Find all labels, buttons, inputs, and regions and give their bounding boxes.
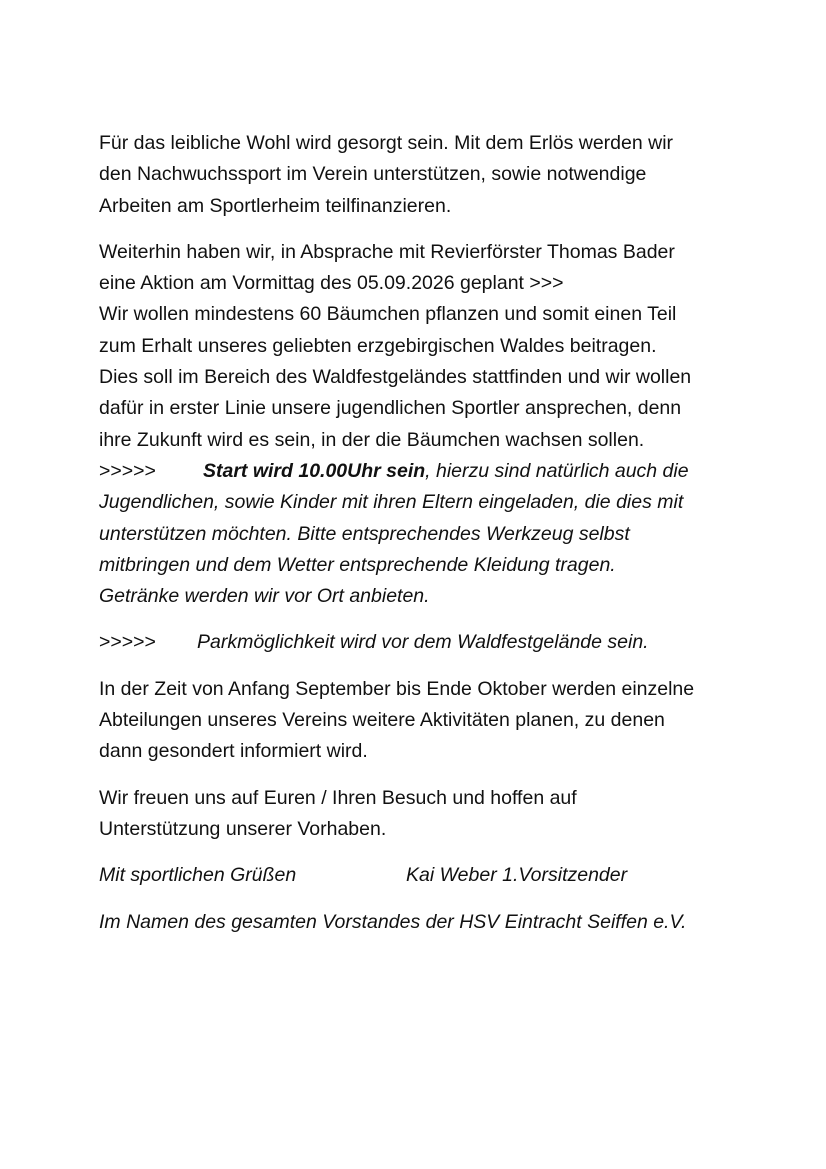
parking-marker: >>>>> — [99, 631, 156, 654]
text-line: eine Aktion am Vormittag des 05.09.2026 geplant >>> — [99, 272, 564, 295]
start-time-line — [99, 456, 759, 487]
text-line: dann gesondert informiert wird. — [99, 740, 368, 763]
text-line: unterstützen möchten. Bitte entsprechendes Werkzeug selbst — [99, 522, 630, 545]
start-marker: >>>>> — [99, 459, 156, 482]
start-time-rest: , hierzu sind natürlich auch die — [425, 459, 689, 482]
text-line: Getränke werden wir vor Ort anbieten. — [99, 585, 430, 608]
text-line: Wir freuen uns auf Euren / Ihren Besuch und hoffen auf — [99, 786, 577, 809]
text-line: In der Zeit von Anfang September bis Ende Oktober werden einzelne — [99, 677, 695, 700]
closing-greeting: Mit sportlichen Grüßen — [99, 864, 297, 887]
parking-text: Parkmöglichkeit wird vor dem Waldfestgelände sein. — [197, 631, 649, 654]
paragraph-parking — [99, 627, 759, 658]
text-line: Jugendlichen, sowie Kinder mit ihren Eltern eingeladen, die dies mit — [99, 491, 684, 514]
text-line: dafür in erster Linie unsere jugendlichen Sportler ansprechen, denn — [99, 397, 682, 420]
closing-line — [99, 860, 759, 891]
signer-name: Kai Weber 1.Vorsitzender — [406, 864, 628, 887]
text-line: Für das leibliche Wohl wird gesorgt sein. Mit dem Erlös werden wir — [99, 132, 674, 154]
board-line — [99, 907, 759, 938]
paragraph-activities — [99, 674, 759, 768]
text-line: Abteilungen unseres Vereins weitere Aktivitäten planen, zu denen — [99, 709, 665, 732]
letter-body — [99, 128, 759, 938]
board-text: Im Namen des gesamten Vorstandes der HSV Eintracht Seiffen e.V. — [99, 910, 687, 933]
text-line: Weiterhin haben wir, in Absprache mit Revierförster Thomas Bader — [99, 240, 675, 263]
text-line: Dies soll im Bereich des Waldfestgeländes stattfinden und wir wollen — [99, 366, 692, 389]
text-line: Unterstützung unserer Vorhaben. — [99, 817, 387, 840]
text-line: mitbringen und dem Wetter entsprechende Kleidung tragen. — [99, 553, 616, 576]
paragraph-welcome — [99, 783, 759, 846]
text-line: ihre Zukunft wird es sein, in der die Bäumchen wachsen sollen. — [99, 428, 645, 451]
text-line: zum Erhalt unseres geliebten erzgebirgischen Waldes beitragen. — [99, 334, 657, 357]
text-line: Arbeiten am Sportlerheim teilfinanzieren. — [99, 194, 452, 217]
parking-line — [99, 627, 759, 658]
text-line: den Nachwuchssport im Verein unterstützen, sowie notwendige — [99, 163, 647, 186]
paragraph-tree-planting — [99, 237, 759, 613]
paragraph-catering — [99, 128, 759, 222]
text-line: Wir wollen mindestens 60 Bäumchen pflanzen und somit einen Teil — [99, 303, 677, 326]
start-time-bold: Start wird 10.00Uhr sein — [203, 459, 426, 482]
